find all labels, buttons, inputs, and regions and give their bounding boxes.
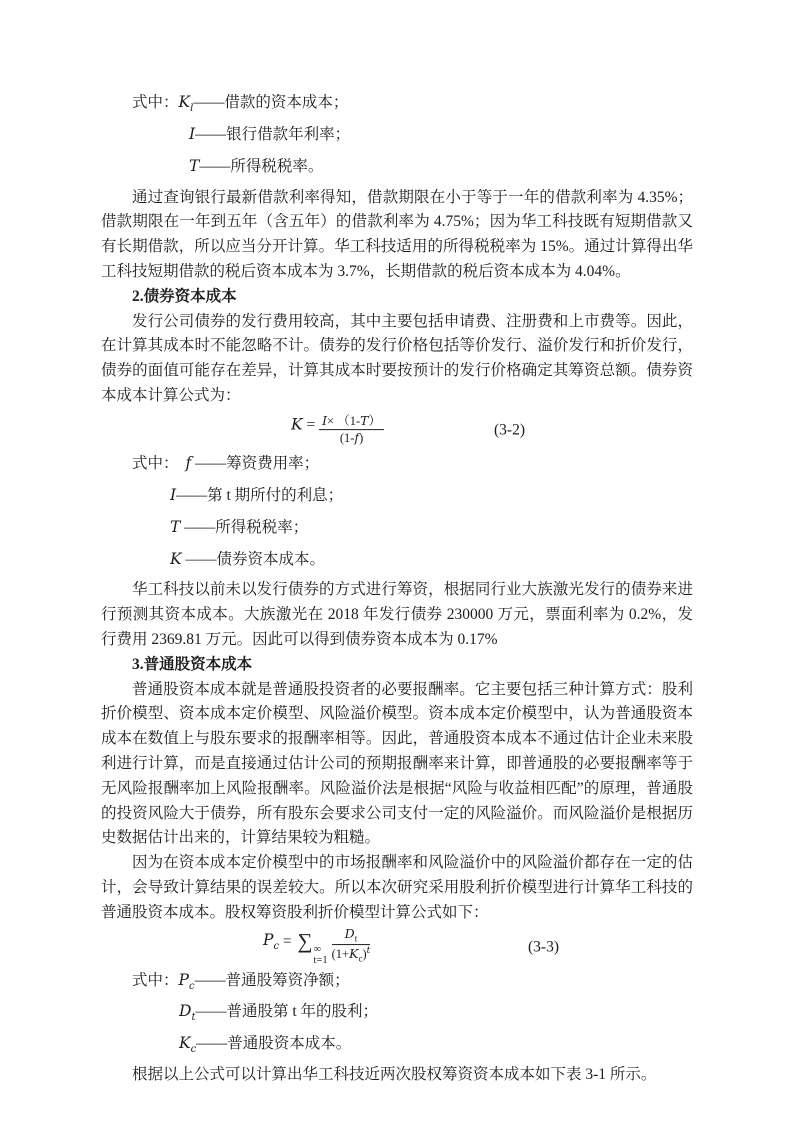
stock-formula-definition-list — [101, 968, 693, 1064]
paragraph-stock-method-choice: 因为在资本成本定价模型中的市场报酬率和风险溢价中的风险溢价都存在一定的估计，会导致计算结果的误差较大。所以本次研究采用股利折价模型进行计算华工科技的普通股资本成本。股权筹资股利折价模型计算公式如下： — [101, 854, 693, 921]
variable-dt: $D_t$ — [179, 1002, 196, 1024]
variable-kl: $K_l$ — [178, 93, 194, 115]
def-line — [101, 547, 693, 579]
variable-t: T — [170, 517, 181, 536]
loan-formula-definition-list — [101, 90, 693, 186]
paragraph-bond-intro: 发行公司债券的发行费用较高，其中主要包括申请费、注册费和上市费等。因此，在计算其成本时不能忽略不计。债券的发行价格包括等价发行、溢价发行和折价发行，债券的面值可能存在差异，计算其成本时要按预计的发行价格确定其筹资总额。债券资本成本计算公式为： — [101, 312, 693, 405]
variable-k: K — [170, 549, 182, 568]
variable-pc: $P_c$ — [263, 931, 280, 953]
def-line — [101, 154, 693, 186]
section-heading-stock-cost: 3.普通股资本成本 — [132, 655, 253, 673]
def-text: ——所得税税率； — [180, 518, 309, 536]
variable-i: I — [170, 485, 177, 504]
def-text: ——普通股筹资净额； — [194, 971, 350, 989]
def-line — [101, 999, 693, 1031]
def-text: ——筹资费用率； — [191, 454, 320, 472]
equation-body: $P_c$ = ∑ ∞ t=1 $\frac{D_t}{(1+K_c)^t}$ — [263, 925, 371, 967]
def-line — [101, 90, 693, 122]
summation-icon: ∑ — [297, 929, 313, 954]
def-text: ——借款的资本成本； — [193, 94, 349, 111]
summation-limits: ∞ t=1 — [313, 944, 328, 967]
equation-number: (3-3) — [528, 937, 559, 955]
paragraph-bond-calculation: 华工科技以前未以发行债券的方式进行筹资，根据同行业大族激光发行的债券来进行预测其资本成本。大族激光在 2018 年发行债券 230000 万元，票面利率为 0.2%，发行费用 2369.81 万元。因此可以得到债券资本成本为 0.17% — [101, 581, 693, 648]
def-line — [101, 122, 693, 154]
equation-body: K = $\frac{I\times (1-T)}{(1-f)}$ — [291, 414, 384, 446]
section-heading-bond-cost: 2.债券资本成本 — [132, 287, 237, 305]
variable-t: T — [189, 156, 200, 175]
variable-kc: $K_c$ — [179, 1034, 197, 1056]
paragraph-table-reference: 根据以上公式可以计算出华工科技近两次股权筹资资本成本如下表 3-1 所示。 — [132, 1066, 657, 1084]
def-text: ——债券资本成本。 — [181, 550, 325, 568]
variable-f: f — [185, 453, 192, 472]
def-line — [101, 515, 693, 547]
def-line — [101, 483, 693, 515]
def-text: ——第 t 期所付的利息； — [176, 486, 344, 504]
def-text: ——普通股资本成本。 — [196, 1035, 352, 1053]
equation-bond-cost — [101, 409, 693, 451]
def-line — [101, 1031, 693, 1063]
variable-pc: $P_c$ — [178, 970, 195, 992]
def-text: ——普通股第 t 年的股利； — [195, 1003, 379, 1021]
def-text: ——所得税税率。 — [199, 157, 324, 175]
def-label: 式中： — [132, 94, 179, 111]
def-label: 式中： — [132, 454, 179, 472]
def-line — [101, 968, 693, 1000]
paragraph-loan-rates: 通过查询银行最新借款利率得知，借款期限在小于等于一年的借款利率为 4.35%；借款期限在一年到五年（含五年）的借款利率为 4.75%；因为华工科技既有短期借款又有长期借款，所以应当分开计算。华工科技适用的所得税税率为 15%。通过计算得出华工科技短期借款的税后资本成本为 3.7%，长期借款的税后资本成本为 4.04%。 — [101, 188, 693, 281]
paragraph-stock-models: 普通股资本成本就是普通股投资者的必要报酬率。它主要包括三种计算方式：股利折价模型、资本成本定价模型、风险溢价模型。资本成本定价模型中，认为普通股资本成本在数值上与股东要求的报酬率相等。因此，普通股资本成本不通过估计企业未来股利进行计算，而是直接通过估计公司的预期报酬率来计算，即普通股的必要报酬率等于无风险报酬率加上风险报酬率。风险溢价法是根据“风险与收益相匹配”的原理，普通股的投资风险大于债券，所有股东会要求公司支付一定的风险溢价。而风险溢价是根据历史数据估计出来的，计算结果较为粗糙。 — [101, 680, 693, 847]
def-label: 式中： — [132, 971, 179, 989]
def-text: ——银行借款年利率； — [195, 125, 351, 143]
equation-number: (3-2) — [494, 421, 525, 439]
bond-formula-definition-list — [101, 451, 693, 579]
equation-stock-cost — [101, 926, 693, 968]
def-line — [101, 451, 693, 483]
variable-i: I — [189, 124, 196, 143]
fraction: $\frac{I\times (1-T)}{(1-f)}$ — [319, 414, 384, 446]
fraction: $\frac{D_t}{(1+K_c)^t}$ — [331, 925, 371, 965]
